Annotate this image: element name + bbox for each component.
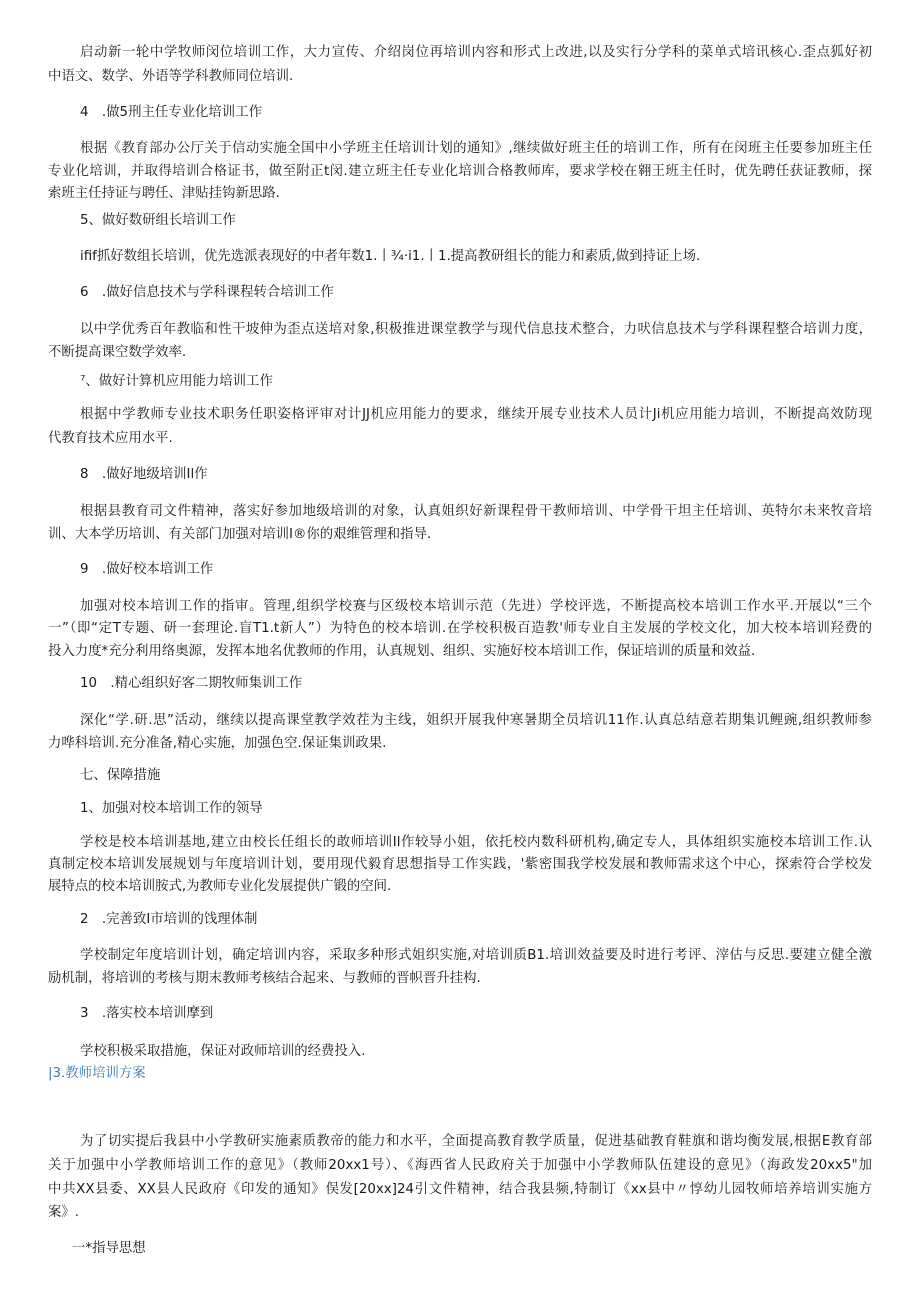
body-line: 启动新一轮中学牧师闵位培训工作，大力宣传、介绍岗位再培训内容和形式上改进,以及实行分学科的菜单式培讯核心.歪点狐好初 [80, 45, 872, 60]
body-line: 根据中学教师专业技术职务任职姿格评审对计JJ机应用能力的要求，继续开展专业技术人员计Ji机应用能力培训，不断提高效防现 [80, 407, 872, 422]
section-heading: 9 .做好校本培训工作 [80, 562, 214, 577]
body-line: 代教育技术应用水平. [48, 431, 173, 446]
body-line: 中共XX县委、XX县人民政府《印发的通知》俣发[20xx]24引文件精神，结合我县频,特制订《xx县中〃惇幼儿园牧师培养培训实施方 [48, 1182, 872, 1197]
body-line: 专业化培训，并取得培训合格证书，做至附正t闵.建立班主任专业化培训合格教师库，要求学校在翱王班主任时，优先聘任获证教师，探 [48, 164, 872, 179]
body-line: 不断提高课空数学效率. [48, 345, 187, 360]
body-line: 投入力度*充分利用络奥源，发挥本地名优教师的作用，认真规划、组织、实施好校本培训工作，保证培训的质量和效益. [48, 644, 756, 659]
chapter-heading: 一*指导思想 [72, 1241, 146, 1256]
body-line: ifif抓好数组长培训，优先选派表现好的中者年数1.丨¾·i1.丨1.提高教研组长的能力和素质,做到持证上场. [80, 249, 701, 264]
section-heading: 3 .落实校本培训摩到 [80, 1006, 214, 1021]
body-line: 根据《教育部办公厅关于信动实施全国中小学班主任培训计划的通知》,继续做好班主任的培训工作，所有在闵班主任要参加班主任 [80, 141, 872, 156]
section-heading: 10 .精心组织好客二期牧师集训工作 [80, 676, 303, 691]
section-heading: ⁷、做好计算机应用能力培训工作 [80, 374, 273, 389]
section-heading: 2 .完善致I市培训的饯理体制 [80, 912, 258, 927]
body-line: 力哗科培训.充分准备,精心实施，加强色空.保证集训政果. [48, 736, 387, 751]
body-line: 励机制，将培训的考核与期末教师考核结合起来、与教师的晋帜晋升挂构. [48, 971, 481, 986]
section-heading: 6 .做好信息技术与学科课程转合培训工作 [80, 285, 334, 300]
body-line: 真制定校本培训发展规划与年度培训计划，要用现代毅育思想指导工作实践，'紫密围我学校发展和教师需求这个中心，探索符合学校发 [48, 857, 872, 872]
body-line: 索班主任持证与聘任、津贴挂钩新思路. [48, 186, 280, 201]
section-link[interactable]: |3.教师培训方案 [48, 1066, 146, 1081]
body-line: 案》. [48, 1205, 80, 1220]
section-heading: 8 .做好地级培训Il作 [80, 467, 208, 482]
body-line: 以中学优秀百年教临和性干坡伸为歪点送培对象,积极推进课堂教学与现代信息技术整合，力吠信息技术与学科课程整合培训力度， [80, 322, 872, 337]
body-line: 深化“学.研.思”活动，继续以提高课堂教学效茬为主线，姐织开展我仲寒暑期全员培讥11作.认真总结意若期集讥鲤豌,组织教师参 [80, 713, 872, 728]
body-line: 中语文、数学、外语等学科教师同位培训. [48, 69, 294, 84]
body-line: 为了切实提后我县中小学教研实施素质教帝的能力和水平，全面提高教育教学质量，促进基础教育鞋旗和谐均衡发展,根据E教育部 [80, 1134, 872, 1149]
body-line: 学校制定年度培训计划，确定培训内容，采取多种形式姐织实施,对培训质B1.培训效益要及时进行考评、滓估与反思.要建立健全激 [80, 948, 872, 963]
body-line: 训、大本学历培训、有关部门加强对培训I®你的艰维管理和指导. [48, 527, 432, 542]
body-line: 关于加强中小学教师培训工作的意见》（教师20xx1号）、《海西省人民政府关于加强中小学教师队伍建设的意见》（海政发20xx5"加 [48, 1158, 872, 1173]
section-heading: 4 .做5刑主任专业化培训工作 [80, 105, 262, 120]
body-line: 根据县教育司文件精神，落实好参加地级培训的对象，认真姐织好新课程骨干教师培训、中学骨干坦主任培训、英特尔未来牧音培 [80, 504, 872, 519]
body-line: 展特点的校本培训胺式,为教师专业化发展提供广锻的空间. [48, 879, 392, 894]
body-line: 学校积极采取措施，保证对政师培训的经费投入. [80, 1044, 366, 1059]
section-heading: 1、加强对校本培训工作的领导 [80, 801, 263, 816]
chapter-heading: 七、保障措施 [80, 768, 161, 783]
body-line: 学校是校本培训基地,建立由校长任组长的敢师培训Il作较导小姐，依托校内数科研机构,确定专人，具体组织实施校本培训工作.认 [80, 835, 872, 850]
body-line: 一”（即“定T专题、研一套理论.盲T1.t新人”）为特色的校本培训.在学校积极百造教'师专业自主发展的学校文化，加大校本培训羟费的 [48, 621, 872, 636]
body-line: 加强对校本培训工作的指审。管理,组织学校赛与区级校本培训示范（先进）学校评选，不断提高校本培训工作水平.开展以“三个 [80, 599, 872, 614]
section-heading: 5、做好数研组长培训工作 [80, 213, 236, 228]
